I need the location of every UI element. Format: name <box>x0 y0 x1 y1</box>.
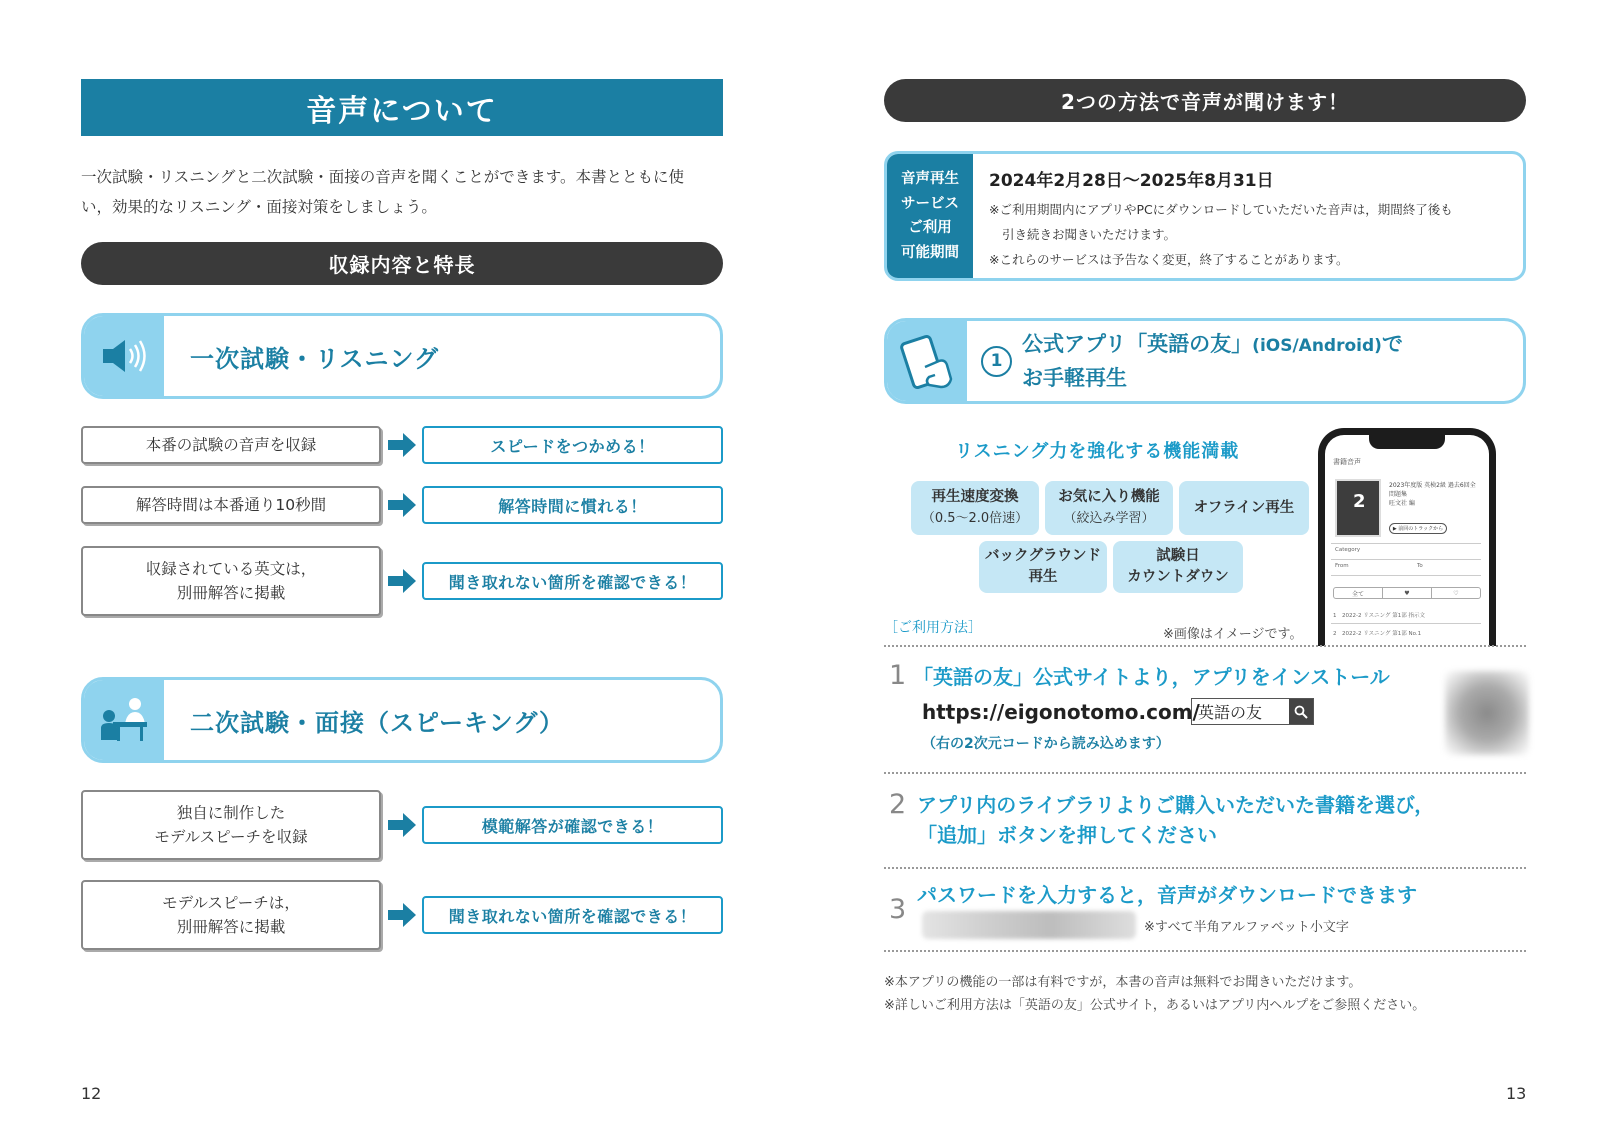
label-line: サービス <box>901 195 959 212</box>
method-title-platforms: (iOS/Android) <box>1252 336 1382 356</box>
intro-line: い，効果的なリスニング・面接対策をしましょう。 <box>81 198 437 216</box>
page-number: 12 <box>81 1084 102 1103</box>
chip-sub: （絞込み学習） <box>1063 511 1155 526</box>
book-info <box>1389 481 1479 508</box>
feature-chip <box>911 481 1039 535</box>
chip-main: お気に入り機能 <box>1058 489 1160 505</box>
step-number: 2 <box>889 789 907 820</box>
usage-label: ［ご利用方法］ <box>884 620 982 636</box>
footnotes <box>884 971 1425 1017</box>
speaker-icon <box>84 316 164 396</box>
search-term: 英語の友 <box>1198 703 1263 722</box>
label-line: ご利用 <box>908 220 952 236</box>
step-text <box>917 790 1434 850</box>
divider <box>884 950 1526 952</box>
availability-box <box>884 151 1526 281</box>
step-text: パスワードを入力すると，音声がダウンロードできます <box>917 883 1417 907</box>
chip-main: 再生速度変換 <box>931 489 1019 505</box>
page-number: 13 <box>1506 1084 1527 1103</box>
chip-sub: （0.5〜2.0倍速） <box>921 511 1029 526</box>
smartphone-hand-icon <box>887 321 967 401</box>
feature-box <box>81 426 381 464</box>
filter-tabs <box>1333 587 1481 599</box>
feature-text: 独自に制作した <box>176 804 286 822</box>
step-text-line: アプリ内のライブラリよりご購入いただいた書籍を選び， <box>917 793 1435 817</box>
step-number: 3 <box>889 894 907 925</box>
feature-box <box>81 546 381 616</box>
password-field <box>922 911 1136 939</box>
method-title <box>1022 328 1403 394</box>
book-cover <box>1335 479 1381 537</box>
feature-text: 収録されている英文は， <box>145 560 317 578</box>
feature-text: 別冊解答に掲載 <box>176 918 286 936</box>
step-number: 1 <box>889 660 907 691</box>
divider <box>884 772 1526 774</box>
track-item: 1 2022-2 リスニング 第1部 指示文 <box>1333 613 1426 619</box>
feature-box <box>81 486 381 524</box>
features-title: リスニング力を強化する機能満載 <box>955 441 1240 462</box>
cover-grade: 2 <box>1353 491 1366 512</box>
site-url: https://eigonotomo.com/ <box>922 700 1200 724</box>
feature-text: 解答時間は本番通り10秒間 <box>135 496 327 514</box>
resume-chip: ▶ 前回のトラックから <box>1389 523 1447 534</box>
feature-chip <box>979 541 1107 593</box>
intro-text <box>81 162 726 222</box>
method-title-main: 公式アプリ「英語の友」 <box>1022 332 1253 356</box>
methods-heading: 2つの方法で音声が聞けます！ <box>884 79 1526 122</box>
section-listening <box>81 313 723 399</box>
chip-main: バックグラウンド <box>985 548 1101 564</box>
arrow-right-icon <box>388 433 416 457</box>
availability-note: ※ご利用期間内にアプリやPCにダウンロードしていただいた音声は，期間終了後も <box>989 202 1453 217</box>
category-select: Category <box>1335 547 1361 553</box>
book-title: 2023年度版 英検2級 過去6回全問題集 <box>1389 482 1476 498</box>
step-text-line: 「追加」ボタンを押してください <box>917 823 1217 847</box>
from-select: From <box>1335 563 1349 569</box>
chip-main: オフライン再生 <box>1193 499 1295 516</box>
section-label: 一次試験・リスニング <box>190 344 440 373</box>
divider <box>884 645 1526 647</box>
book-publisher: 旺文社 編 <box>1389 500 1415 507</box>
benefit-box: 聞き取れない箇所を確認できる！ <box>422 562 723 600</box>
arrow-right-icon <box>388 493 416 517</box>
method-title-end: で <box>1381 332 1403 356</box>
feature-text: 別冊解答に掲載 <box>176 584 286 602</box>
availability-note: ※これらのサービスは予告なく変更，終了することがあります。 <box>989 252 1349 267</box>
app-screenshot <box>1318 428 1496 646</box>
benefit-box: 模範解答が確認できる！ <box>422 806 723 844</box>
feature-chip <box>1113 541 1243 593</box>
page-title: 音声について <box>81 79 723 136</box>
label-line: 可能期間 <box>901 244 959 261</box>
contents-heading: 収録内容と特長 <box>81 242 723 285</box>
arrow-right-icon <box>388 903 416 927</box>
interview-icon <box>84 680 164 760</box>
benefit-box: 聞き取れない箇所を確認できる！ <box>422 896 723 934</box>
availability-note: 引き続きお聞きいただけます。 <box>1002 227 1177 242</box>
heart-filled-icon: ♥ <box>1383 588 1432 598</box>
track-item: 2 2022-2 リスニング 第1部 No.1 <box>1333 631 1422 637</box>
feature-box <box>81 880 381 950</box>
chip-sub: 再生 <box>1028 569 1058 585</box>
method-title-line2: お手軽再生 <box>1022 366 1127 390</box>
footnote: ※詳しいご利用方法は「英語の友」公式サイト，あるいはアプリ内ヘルプをご参照ください。 <box>884 998 1426 1013</box>
footnote: ※本アプリの機能の一部は有料ですが，本書の音声は無料でお聞きいただけます。 <box>884 975 1362 990</box>
arrow-right-icon <box>388 569 416 593</box>
password-note: ※すべて半角アルファベット小文字 <box>1144 920 1349 935</box>
search-box <box>1191 698 1314 725</box>
divider <box>884 867 1526 869</box>
availability-date: 2024年2月28日〜2025年8月31日 <box>989 171 1274 191</box>
availability-label <box>887 154 973 278</box>
chip-sub: カウントダウン <box>1127 569 1229 585</box>
feature-text: 本番の試験の音声を収録 <box>145 436 317 454</box>
tab-all: 全て <box>1334 588 1383 598</box>
arrow-right-icon <box>388 813 416 837</box>
feature-chip <box>1179 481 1309 535</box>
heart-outline-icon: ♡ <box>1453 589 1459 597</box>
feature-chip <box>1045 481 1173 535</box>
to-select: To <box>1417 563 1423 569</box>
benefit-box: スピードをつかめる！ <box>422 426 723 464</box>
label-line: 音声再生 <box>901 171 959 187</box>
section-label: 二次試験・面接（スピーキング） <box>190 708 565 737</box>
image-note: ※画像はイメージです。 <box>1163 627 1303 642</box>
qr-code <box>1445 671 1529 755</box>
step-text: 「英語の友」公式サイトより，アプリをインストール <box>913 665 1390 689</box>
section-interview <box>81 677 723 763</box>
feature-text: モデルスピーチは， <box>162 894 300 912</box>
qr-note: （右の2次元コードから読み込めます） <box>922 736 1170 752</box>
phone-title: 書籍音声 <box>1333 458 1361 466</box>
benefit-box: 解答時間に慣れる！ <box>422 486 723 524</box>
feature-text: モデルスピーチを収録 <box>154 828 308 846</box>
method-app-box <box>884 318 1526 404</box>
method-number: 1 <box>981 346 1012 377</box>
intro-line: 一次試験・リスニングと二次試験・面接の音声を聞くことができます。本書とともに使 <box>81 168 684 186</box>
chip-main: 試験日 <box>1156 548 1200 564</box>
feature-box <box>81 790 381 860</box>
search-icon <box>1289 699 1313 724</box>
